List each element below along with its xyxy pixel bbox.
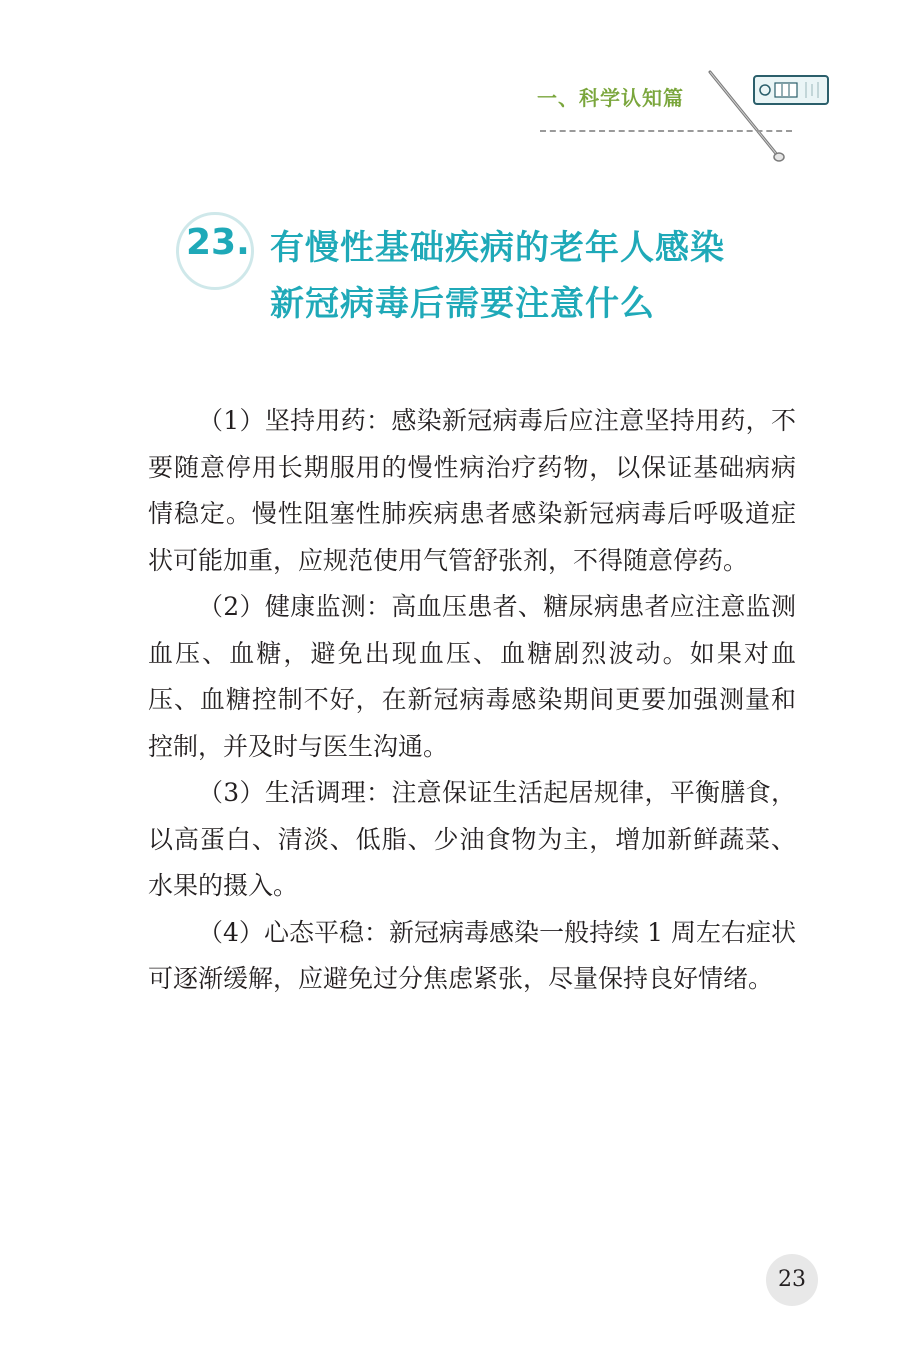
article-body: [148, 398, 796, 1003]
title-line-2: 新冠病毒后需要注意什么: [270, 284, 655, 324]
header-divider: [540, 130, 792, 132]
section-title: 一、科学认知篇: [537, 86, 684, 110]
paragraph-health-monitoring: （2）健康监测：高血压患者、糖尿病患者应注意监测血压、血糖，避免出现血压、血糖剧烈波动。如果对血压、血糖控制不好，在新冠病毒感染期间更要加强测量和控制，并及时与医生沟通。: [148, 592, 796, 761]
antigen-test-swab-icon: [700, 66, 832, 166]
paragraph-medication: （1）坚持用药：感染新冠病毒后应注意坚持用药，不要随意停用长期服用的慢性病治疗药物，以保证基础病病情稳定。慢性阻塞性肺疾病患者感染新冠病毒后呼吸道症状可能加重，应规范使用气管舒张剂，不得随意停药。: [148, 406, 796, 575]
page-number: 23: [766, 1254, 818, 1306]
question-number: 23.: [186, 222, 250, 263]
paragraph-lifestyle: （3）生活调理：注意保证生活起居规律，平衡膳食，以高蛋白、清淡、低脂、少油食物为主，增加新鲜蔬菜、水果的摄入。: [148, 778, 796, 900]
title-line-1: 有慢性基础疾病的老年人感染: [270, 228, 725, 268]
paragraph-mindset: （4）心态平稳：新冠病毒感染一般持续 1 周左右症状可逐渐缓解，应避免过分焦虑紧张，尽量保持良好情绪。: [148, 917, 796, 993]
page-title: [270, 220, 790, 332]
